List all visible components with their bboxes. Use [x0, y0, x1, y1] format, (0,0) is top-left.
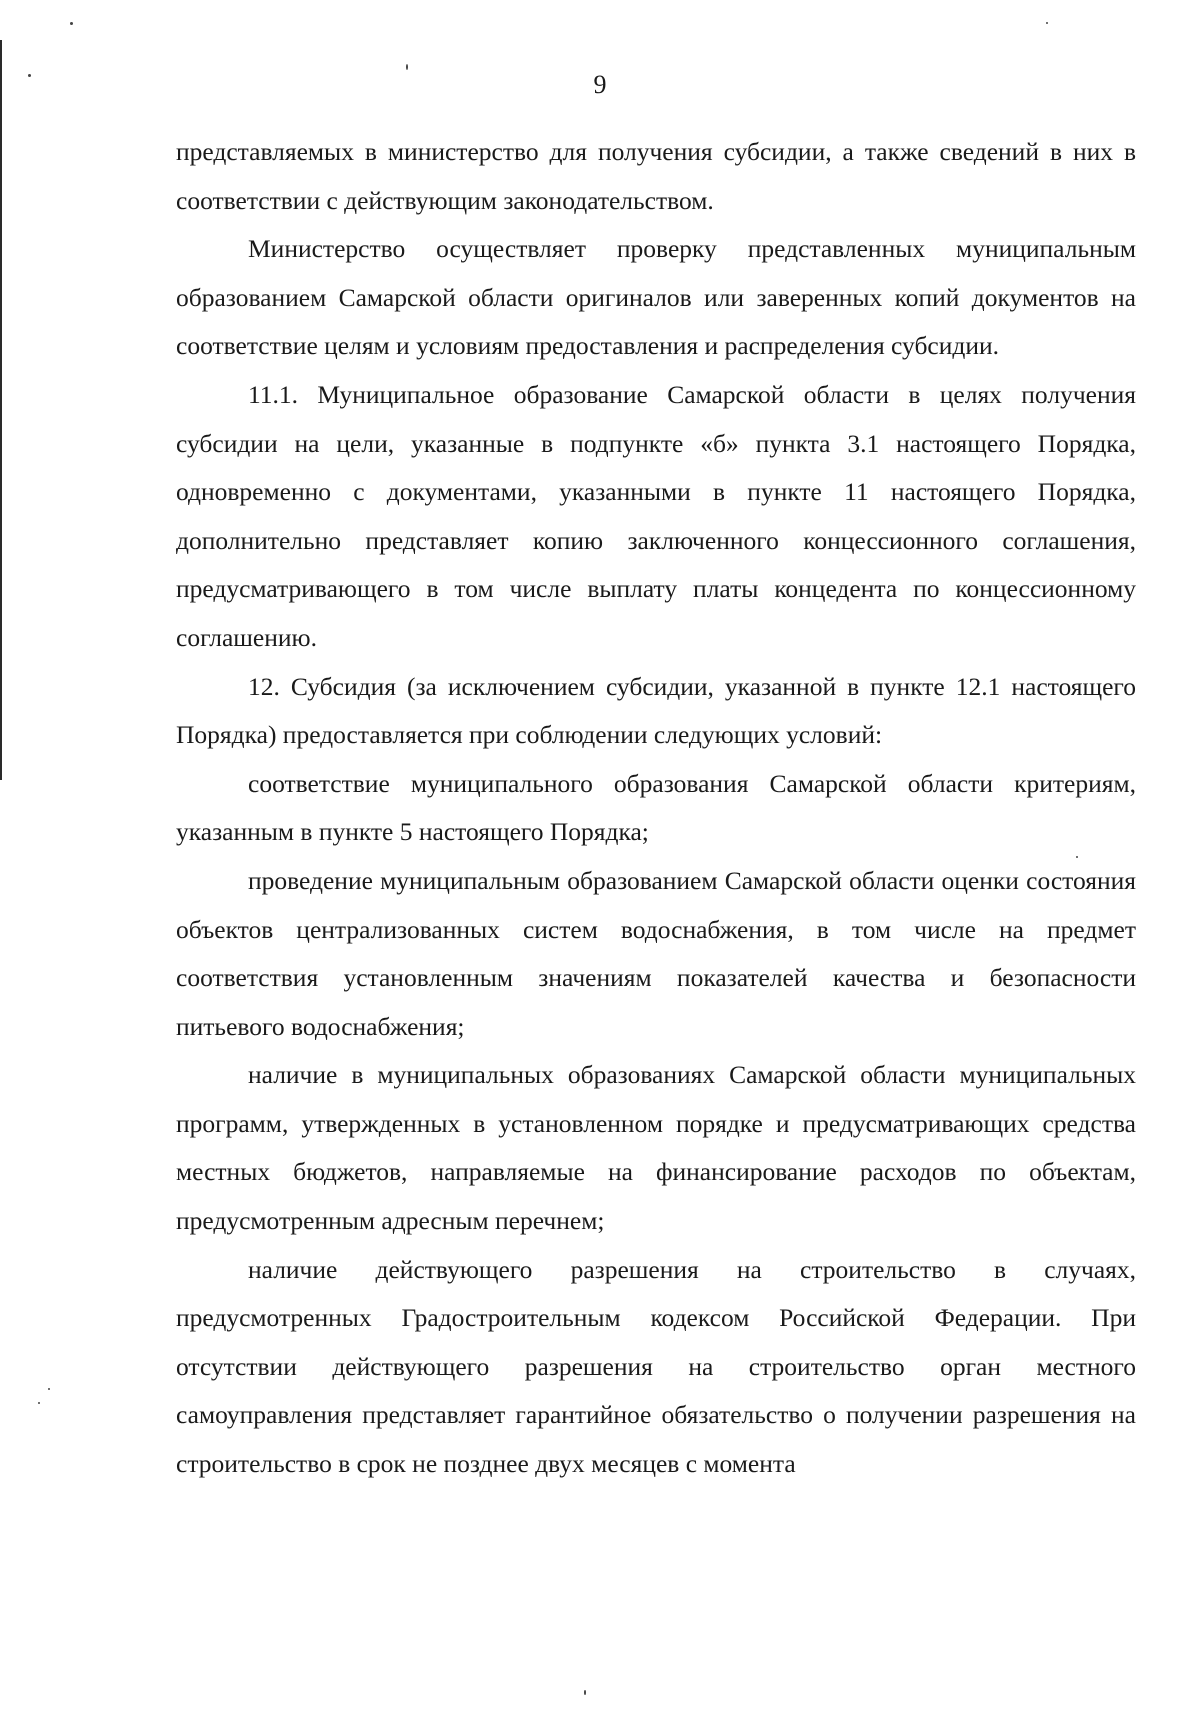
paragraph: Министерство осуществляет проверку представленных муниципальным образованием Самарской области оригиналов или заверенных копий документов на соответствие целям и условиям предоставления и распределения субсидии. — [176, 234, 1136, 361]
paragraph: соответствие муниципального образования Самарской области критериям, указанным в пункте 5 настоящего Порядка; — [176, 768, 1136, 847]
scan-speck — [406, 64, 408, 70]
paragraph: представляемых в министерство для получения субсидии, а также сведений в них в соответствии с действующим законодательством. — [176, 137, 1136, 215]
document-body — [176, 128, 1136, 1489]
scan-speck — [1046, 22, 1048, 24]
scan-speck — [584, 1690, 586, 1695]
paragraph: наличие действующего разрешения на строительство в случаях, предусмотренных Градостроительным кодексом Российской Федерации. При отсутствии действующего разрешения на строительство орган местного самоуправления представляет гарантийное обязательство о получении разрешения на строительство в срок не позднее двух месяцев с момента — [176, 1254, 1136, 1479]
page-number: 9 — [593, 70, 607, 99]
paragraph: наличие в муниципальных образованиях Самарской области муниципальных программ, утвержденных в установленном порядке и предусматривающих средства местных бюджетов, направляемые на финансирование расходов по объектам, предусмотренным адресным перечнем; — [176, 1060, 1136, 1236]
paragraph: 12. Субсидия (за исключением субсидии, указанной в пункте 12.1 настоящего Порядка) предоставляется при соблюдении следующих условий: — [176, 671, 1136, 750]
scan-speck — [70, 22, 73, 25]
paragraph: проведение муниципальным образованием Самарской области оценки состояния объектов централизованных систем водоснабжения, в том числе на предмет соответствия установленным значениям показателей качества и безопасности питьевого водоснабжения; — [176, 865, 1136, 1041]
scan-speck — [38, 1402, 40, 1404]
scan-edge-line — [0, 40, 2, 780]
paragraph: 11.1. Муниципальное образование Самарской области в целях получения субсидии на цели, указанные в подпункте «б» пункта 3.1 настоящего Порядка, одновременно с документами, указанными в пункте 11 настоящего Порядка, дополнительно представляет копию заключенного концессионного соглашения, предусматривающего в том числе выплату платы концедента по концессионному соглашению. — [176, 379, 1136, 652]
scan-speck — [48, 1388, 50, 1390]
